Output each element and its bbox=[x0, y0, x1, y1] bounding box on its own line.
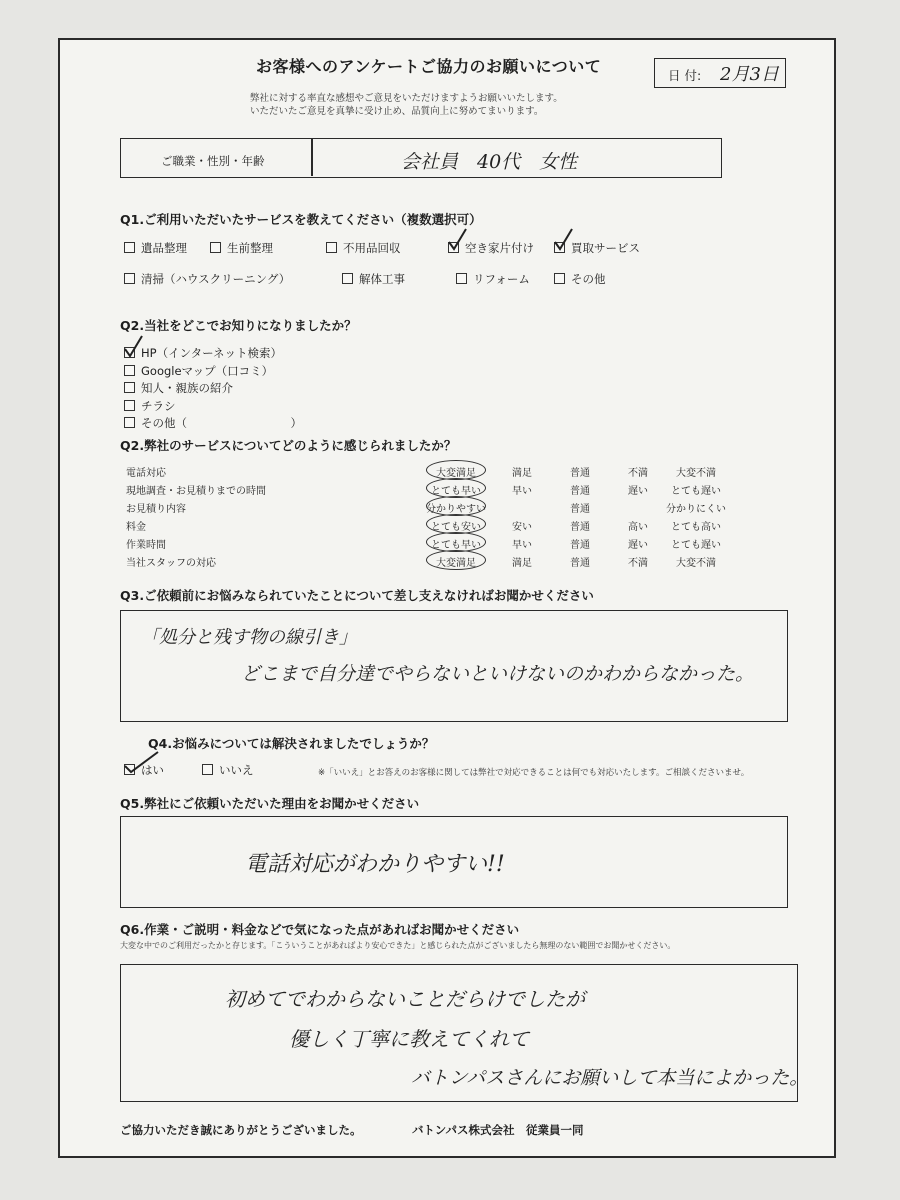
rating-row-label: 料金 bbox=[126, 522, 146, 533]
rating-option[interactable]: 満足 bbox=[512, 468, 532, 479]
q1-option-checkbox[interactable] bbox=[124, 242, 135, 253]
q1-option[interactable] bbox=[124, 240, 187, 256]
q2a-option[interactable] bbox=[124, 415, 302, 431]
q1-option-label: 空き家片付け bbox=[465, 241, 534, 255]
rating-row-label: 当社スタッフの対応 bbox=[126, 558, 216, 569]
q1-option-checkbox[interactable] bbox=[554, 273, 565, 284]
profile-value[interactable]: 会社員 40代 女性 bbox=[401, 151, 578, 173]
rating-option[interactable]: 安い bbox=[512, 522, 532, 533]
rating-row-label: 電話対応 bbox=[126, 468, 166, 479]
q2a-option-label: 知人・親族の紹介 bbox=[141, 381, 233, 395]
rating-row-label: お見積り内容 bbox=[126, 504, 186, 515]
q2a-option-label: Googleマップ（口コミ） bbox=[141, 363, 274, 378]
rating-option[interactable]: 普通 bbox=[570, 540, 590, 551]
q6-answer-line-2: 優しく丁寧に教えてくれて bbox=[289, 1027, 529, 1051]
q4-note: ※「いいえ」とお答えのお客様に関しては弊社で対応できることは何でも対応いたします。ご相談くださいませ。 bbox=[318, 768, 750, 778]
rating-option[interactable]: とても早い bbox=[431, 540, 481, 551]
q1-option-checkbox[interactable] bbox=[124, 273, 135, 284]
q1-option-label: その他 bbox=[571, 272, 606, 286]
footer-thanks: ご協力いただき誠にありがとうございました。 bbox=[120, 1123, 362, 1137]
rating-selected-circle bbox=[426, 532, 486, 552]
q1-option-checkbox[interactable] bbox=[342, 273, 353, 284]
q1-option[interactable] bbox=[342, 271, 405, 287]
q2a-option[interactable] bbox=[124, 380, 233, 396]
q4-no-option[interactable] bbox=[202, 762, 254, 778]
q4-title: Q4.お悩みについては解決されましたでしょうか？ bbox=[148, 736, 435, 751]
q1-option[interactable] bbox=[210, 240, 273, 256]
q1-option-checkbox[interactable] bbox=[326, 242, 337, 253]
q1-check-mark bbox=[446, 228, 468, 252]
rating-option[interactable]: 早い bbox=[512, 540, 532, 551]
q2a-option-checkbox[interactable] bbox=[124, 400, 135, 411]
rating-option[interactable]: 大変満足 bbox=[436, 558, 476, 569]
intro-line-2: いただいたご意見を真摯に受け止め、品質向上に努めてまいります。 bbox=[250, 106, 544, 117]
q5-title: Q5.弊社にご依頼いただいた理由をお聞かせください bbox=[120, 796, 420, 811]
rating-option[interactable]: 普通 bbox=[570, 486, 590, 497]
q1-option[interactable] bbox=[456, 271, 530, 287]
q2a-option-checkbox[interactable] bbox=[124, 417, 135, 428]
survey-title: お客様へのアンケートご協力のお願いについて bbox=[256, 57, 602, 76]
q3-title: Q3.ご依頼前にお悩みなられていたことについて差し支えなければお聞かせください bbox=[120, 588, 594, 603]
q1-option-label: 清掃（ハウスクリーニング） bbox=[141, 272, 291, 286]
rating-row-label: 現地調査・お見積りまでの時間 bbox=[126, 486, 266, 497]
rating-option[interactable]: とても高い bbox=[671, 522, 721, 533]
rating-row-label: 作業時間 bbox=[126, 540, 166, 551]
q2a-option[interactable] bbox=[124, 345, 282, 361]
q4-yes-label: はい bbox=[141, 763, 164, 777]
q1-option-label: 遺品整理 bbox=[141, 241, 187, 255]
q1-option-label: 不用品回収 bbox=[343, 241, 401, 255]
q3-answer-line-1: 「処分と残す物の線引き」 bbox=[141, 627, 357, 648]
rating-option[interactable]: 普通 bbox=[570, 504, 590, 515]
q1-option[interactable] bbox=[326, 240, 401, 256]
rating-option[interactable]: 遅い bbox=[628, 486, 648, 497]
rating-option[interactable]: とても早い bbox=[431, 486, 481, 497]
rating-option[interactable]: とても安い bbox=[431, 522, 481, 533]
rating-option[interactable]: とても遅い bbox=[671, 540, 721, 551]
q6-answer-line-1: 初めてでわからないことだらけでしたが bbox=[225, 987, 585, 1011]
rating-option[interactable]: 普通 bbox=[570, 468, 590, 479]
q2a-title: Q2.当社をどこでお知りになりましたか？ bbox=[120, 318, 357, 333]
rating-option[interactable]: 早い bbox=[512, 486, 532, 497]
rating-option[interactable]: 満足 bbox=[512, 558, 532, 569]
q2a-option-label: チラシ bbox=[141, 398, 176, 413]
q1-option-label: 生前整理 bbox=[227, 241, 273, 255]
q2a-check-mark bbox=[122, 335, 144, 359]
q1-option-checkbox[interactable] bbox=[210, 242, 221, 253]
q5-answer: 電話対応がわかりやすい!! bbox=[245, 852, 505, 877]
q6-answer-box[interactable] bbox=[120, 964, 809, 1102]
q4-no-label: いいえ bbox=[219, 763, 254, 777]
rating-option[interactable]: 大変不満 bbox=[676, 558, 716, 569]
q2a-option[interactable] bbox=[124, 363, 273, 379]
q4-no-checkbox[interactable] bbox=[202, 764, 213, 775]
rating-option[interactable]: 不満 bbox=[628, 558, 648, 569]
rating-option[interactable]: 不満 bbox=[628, 468, 648, 479]
q2a-option-checkbox[interactable] bbox=[124, 365, 135, 376]
profile-divider bbox=[311, 139, 313, 176]
rating-option[interactable]: 遅い bbox=[628, 540, 648, 551]
rating-option[interactable]: 高い bbox=[628, 522, 648, 533]
q2a-option-checkbox[interactable] bbox=[124, 382, 135, 393]
rating-selected-circle bbox=[426, 478, 486, 498]
q1-option-label: リフォーム bbox=[473, 272, 530, 286]
rating-option[interactable]: 普通 bbox=[570, 558, 590, 569]
intro-line-1: 弊社に対する率直な感想やご意見をいただけますようお願いいたします。 bbox=[250, 93, 563, 104]
q1-title: Q1.ご利用いただいたサービスを教えてください（複数選択可） bbox=[120, 212, 482, 227]
rating-option[interactable]: 分かりやすい bbox=[426, 504, 486, 515]
profile-label: ご職業・性別・年齢 bbox=[161, 154, 265, 168]
rating-option[interactable]: 普通 bbox=[570, 522, 590, 533]
rating-selected-circle bbox=[426, 496, 486, 516]
q2a-option[interactable] bbox=[124, 398, 176, 414]
rating-selected-circle bbox=[426, 460, 486, 480]
rating-option[interactable]: 大変不満 bbox=[676, 468, 716, 479]
rating-selected-circle bbox=[426, 550, 486, 570]
rating-option[interactable]: 分かりにくい bbox=[666, 504, 726, 515]
rating-option[interactable]: とても遅い bbox=[671, 486, 721, 497]
profile-box bbox=[120, 138, 722, 178]
q3-answer-line-2: どこまで自分達でやらないといけないのかわからなかった。 bbox=[241, 663, 755, 685]
date-value[interactable]: 2月3日 bbox=[720, 64, 779, 85]
q6-title: Q6.作業・ご説明・料金などで気になった点があればお聞かせください bbox=[120, 922, 520, 937]
q2a-option-label: HP（インターネット検索） bbox=[141, 346, 283, 360]
q1-option[interactable] bbox=[554, 271, 606, 287]
q1-option-label: 解体工事 bbox=[359, 272, 405, 286]
q5-answer-box[interactable] bbox=[120, 816, 788, 908]
q3-answer-box[interactable] bbox=[120, 610, 788, 722]
q1-option[interactable] bbox=[124, 271, 290, 287]
rating-option[interactable]: 大変満足 bbox=[436, 468, 476, 479]
q6-answer-line-3: バトンパスさんにお願いして本当によかった。 bbox=[411, 1067, 809, 1089]
q1-check-mark bbox=[552, 228, 574, 252]
q4-yes-check-mark bbox=[120, 750, 164, 776]
footer-company: バトンパス株式会社 従業員一同 bbox=[412, 1123, 584, 1137]
rating-selected-circle bbox=[426, 514, 486, 534]
q1-option-checkbox[interactable] bbox=[456, 273, 467, 284]
date-label: 日 付: bbox=[668, 68, 702, 83]
survey-sheet bbox=[58, 38, 836, 1158]
q2b-title: Q2.弊社のサービスについてどのように感じられましたか？ bbox=[120, 438, 457, 453]
q1-option-label: 買取サービス bbox=[571, 241, 640, 255]
q6-subtitle: 大変な中でのご利用だったかと存じます。「こういうことがあればより安心できた」と感じられた点がございましたら無理のない範囲でお聞かせください。 bbox=[120, 941, 676, 950]
q2a-option-label: その他（ ） bbox=[141, 416, 302, 430]
